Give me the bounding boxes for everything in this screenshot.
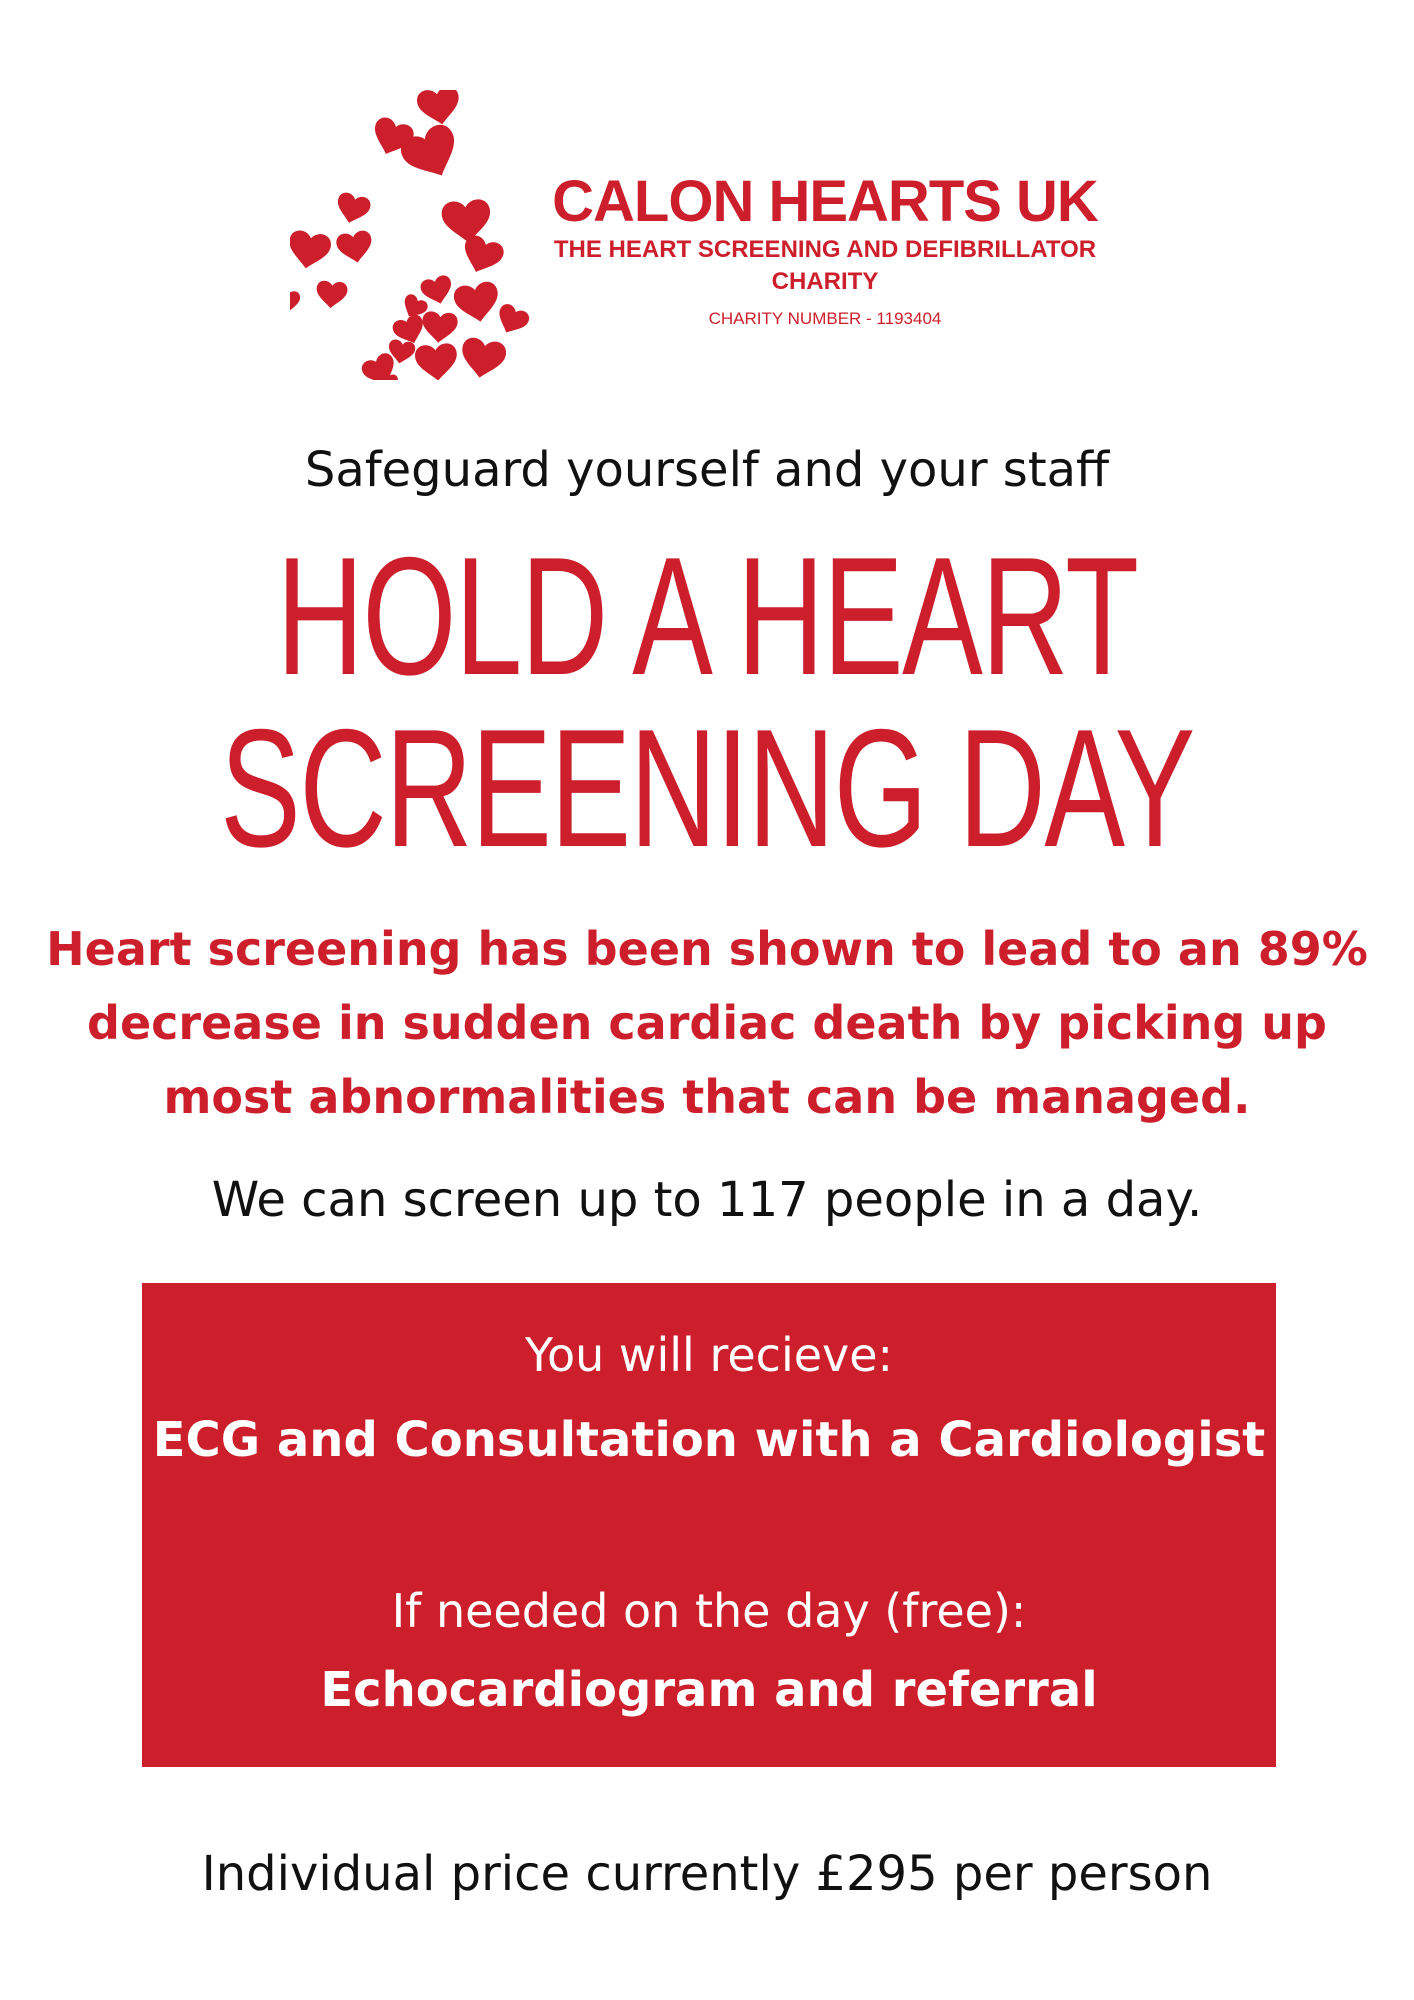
- receive-label: You will recieve:: [524, 1328, 894, 1382]
- hearts-cluster-icon: [290, 90, 550, 380]
- charity-number: CHARITY NUMBER - 1193404: [708, 309, 942, 328]
- logo-tagline: THE HEART SCREENING AND DEFIBRILLATOR: [553, 236, 1097, 263]
- intro-text: Safeguard yourself and your staff: [304, 442, 1110, 498]
- free-item: Echocardiogram and referral: [320, 1662, 1098, 1718]
- offer-box: [142, 1283, 1276, 1767]
- statistic-text: Heart screening has been shown to lead to an 89% decrease in sudden cardiac death by picking up most abnormalities that can be managed.: [46, 922, 1368, 1124]
- free-label: If needed on the day (free):: [391, 1584, 1027, 1638]
- charity-logo: [290, 90, 1140, 380]
- capacity-text: We can screen up to 117 people in a day.: [211, 1172, 1203, 1228]
- page-headline: [0, 522, 1414, 882]
- price-text: Individual price currently £295 per person: [201, 1846, 1213, 1902]
- logo-text: [515, 170, 1135, 332]
- logo-tagline-2: CHARITY: [771, 268, 879, 295]
- logo-name: CALON HEARTS UK: [552, 169, 1098, 234]
- receive-item: ECG and Consultation with a Cardiologist: [152, 1412, 1266, 1468]
- headline-line-1: HOLD A HEART: [276, 522, 1138, 710]
- headline-line-2: SCREENING DAY: [220, 694, 1194, 882]
